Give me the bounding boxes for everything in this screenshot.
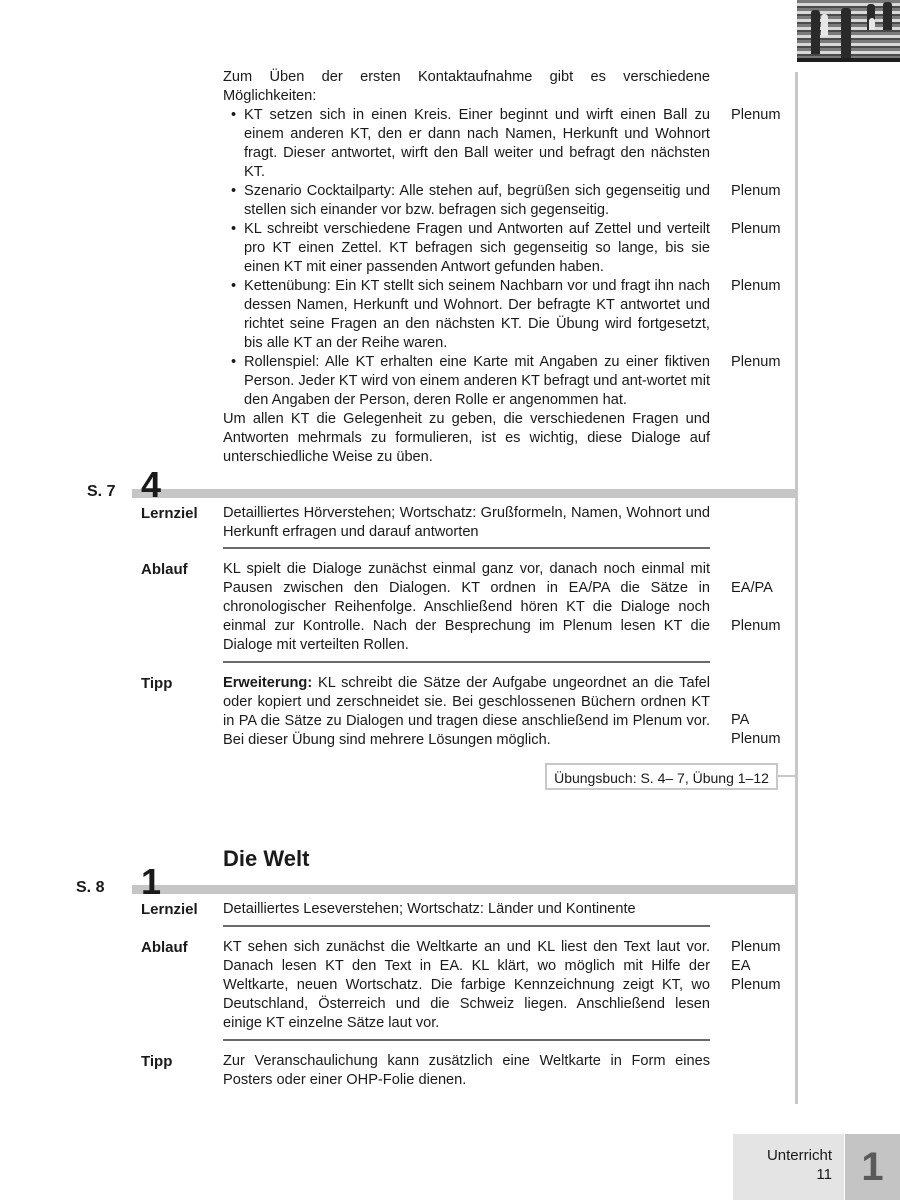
social-form-label: Plenum: [731, 278, 781, 294]
social-form-label: Plenum: [731, 618, 781, 634]
social-form-label: Plenum: [731, 731, 781, 747]
intro-block: [223, 68, 710, 467]
tipp-emphasis: Erweiterung:: [223, 675, 313, 691]
tipp-text: Zur Veranschaulichung kann zusätzlich eine Weltkarte in Form eines Posters oder einer OHP-Folie dienen.: [223, 1053, 710, 1088]
margin-rule: [795, 72, 798, 1104]
social-form-label: EA: [731, 958, 751, 974]
exercise-number: 4: [141, 464, 162, 505]
lernziel-label: Lernziel: [141, 901, 198, 918]
workbook-reference: Übungsbuch: S. 4– 7, Übung 1–12: [545, 763, 778, 790]
footer-section: Unterricht: [766, 1147, 832, 1164]
separator: [223, 547, 710, 549]
intro-lead: Zum Üben der ersten Kontaktaufnahme gibt es verschiedene Möglichkeiten:: [223, 69, 710, 104]
social-form-label: Plenum: [731, 183, 781, 199]
tipp-text: [223, 674, 710, 750]
ablauf-text: KL spielt die Dialoge zunächst einmal ganz vor, danach noch einmal mit Pausen zwischen den Dialogen. KT ordnen in EA/PA die Sätze in chronologischer Reihenfolge. Anschließend hören KT die Dialoge noch einmal zur Kontrolle. Nach der Besprechung im Plenum lesen KT die Dialoge mit verteilten Rollen.: [223, 561, 710, 653]
ablauf-label: Ablauf: [141, 561, 188, 578]
list-item: • Szenario Cocktailparty: Alle stehen auf, begrüßen sich gegenseitig und stellen sich einander vor bzw. befragen sich gegenseitig.: [223, 182, 710, 220]
list-item: • KL schreibt verschiedene Fragen und Antworten auf Zettel und verteilt pro KT einen Zettel. KT befragen sich gegenseitig so lange, bis sie einen KT mit einer passenden Antwort gefunden haben.: [223, 220, 710, 277]
page-number: 11: [816, 1166, 832, 1183]
separator: [223, 925, 710, 927]
intro-closing: Um allen KT die Gelegenheit zu geben, die verschiedenen Fragen und Antworten mehrmals zu formulieren, ist es wichtig, diese Dialoge auf unterschiedliche Weise zu üben.: [223, 411, 710, 465]
chapter-number: 1: [845, 1134, 900, 1200]
lernziel-text: Detailliertes Hörverstehen; Wortschatz: Grußformeln, Namen, Wohnort und Herkunft erfragen und darauf antworten: [223, 505, 710, 540]
tipp-body: KL schreibt die Sätze der Aufgabe ungeordnet an die Tafel oder kopiert und zerschneidet sie. Bei geschlossenen Büchern ordnen KT in PA die Sätze zu Dialogen und tragen diese anschließend im Plenum vor. Bei dieser Übung sind mehrere Lösungen möglich.: [223, 675, 710, 748]
ablauf-text: KT sehen sich zunächst die Weltkarte an und KL liest den Text laut vor. Danach lesen KT den Text in EA. KL klärt, wo möglich mit Hilfe der Weltkarte, neuen Wortschatz. Die farbige Kennzeichnung zeigt KT, wo Deutschland, Österreich und die Schweiz liegen. Anschließend lesen einige KT einzelne Sätze laut vor.: [223, 939, 710, 1031]
list-item: • Rollenspiel: Alle KT erhalten eine Karte mit Angaben zu einer fiktiven Person. Jeder KT wird von einem anderen KT befragt und ant-wortet mit den Angaben der Person, deren Rolle er angenommen hat.: [223, 353, 710, 410]
social-form-label: Plenum: [731, 977, 781, 993]
page-reference: S. 7: [87, 483, 116, 500]
lernziel-text: Detailliertes Leseverstehen; Wortschatz: Länder und Kontinente: [223, 901, 636, 917]
social-form-label: PA: [731, 712, 750, 728]
list-item: • KT setzen sich in einen Kreis. Einer beginnt und wirft einen Ball zu einem anderen KT, den er dann nach Namen, Herkunft und Wohnort fragt. Dieser antwortet, wirft den Ball weiter und befragt den nächsten KT.: [223, 106, 710, 182]
social-form-label: Plenum: [731, 354, 781, 370]
section-bar: [132, 489, 797, 498]
social-form-label: EA/PA: [731, 580, 773, 596]
tipp-label: Tipp: [141, 675, 173, 692]
ablauf-label: Ablauf: [141, 939, 188, 956]
page-reference: S. 8: [76, 879, 105, 896]
section-bar: [132, 885, 797, 894]
lernziel-label: Lernziel: [141, 505, 198, 522]
header-photo: [797, 0, 900, 62]
list-item: • Kettenübung: Ein KT stellt sich seinem Nachbarn vor und fragt ihn nach dessen Namen, Herkunft und Wohnort. Der befragte KT antwortet und richtet seine Fragen an den nächsten KT. Die Übung wird fortgesetzt, bis alle KT an der Reihe waren.: [223, 277, 710, 353]
bullet-list: [223, 106, 710, 410]
separator: [223, 661, 710, 663]
social-form-label: Plenum: [731, 939, 781, 955]
footer-page-info: [733, 1134, 844, 1200]
separator: [223, 1039, 710, 1041]
social-form-label: Plenum: [731, 221, 781, 237]
exercise-number: 1: [141, 861, 162, 902]
tipp-label: Tipp: [141, 1053, 173, 1070]
unit-title: Die Welt: [223, 846, 310, 871]
reference-connector: [778, 775, 797, 777]
social-form-label: Plenum: [731, 107, 781, 123]
